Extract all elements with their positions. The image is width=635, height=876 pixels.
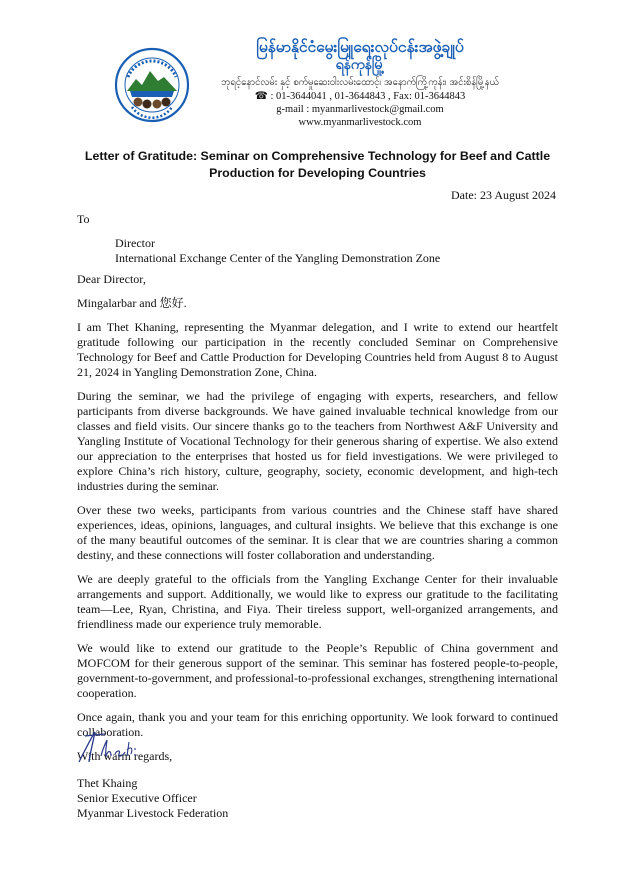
federation-seal-icon [114,47,190,123]
salutation: Dear Director, [77,272,146,286]
to-label: To [77,212,90,226]
paragraph: We are deeply grateful to the officials from the Yangling Exchange Center for their invaluable arrangements and support. Additionally, we would like to express our gratitude to the facilitating team—Lee, Ryan, Christina, and Fiya. Their tireless support, well-organized arrangements, and friendliness made our experience truly memorable. [77,572,558,631]
greeting: Mingalarbar and 您好. [77,296,187,310]
paragraph: Over these two weeks, participants from various countries and the Chinese staff have shared experiences, ideas, opinions, languages, and cultural insights. We believe that this exchange is one of the many beautiful outcomes of the seminar. It is clear that we are countries sharing a common destiny, and these connections will foster collaboration and understanding. [77,503,558,562]
paragraph: Once again, thank you and your team for this enriching opportunity. We look forward to continued collaboration. [77,710,558,739]
org-address: ဘုရင့်နောင်လမ်း နှင့် စက်မှုဆေးဝါးလမ်းထောင့်၊ အနောက်ကြို့ကုန်း၊ အင်းစိန်မြို့နယ် [221,77,499,88]
signer-title: Senior Executive Officer [77,791,197,805]
closing: With warm regards, [77,749,173,763]
letterhead [195,38,525,129]
org-website: www.myanmarlivestock.com [298,117,422,128]
paragraph: During the seminar, we had the privilege of engaging with experts, researchers, and fellow participants from diverse backgrounds. We have gained invaluable technical knowledge from our classes and field visits. Our sincere thanks go to the teachers from Northwest A&F University and Yangling Institute of Vocational Technology for their generous sharing of expertise. We also extend our appreciation to the enterprises that hosted us for field investigations. We were privileged to explore China’s rich history, culture, geography, society, economic development, and high-tech industries during the seminar. [77,389,558,493]
recipient-block [115,236,440,266]
letter-date: Date: 23 August 2024 [451,188,556,202]
recipient-org: International Exchange Center of the Yangling Demonstration Zone [115,251,441,265]
letter-title: Letter of Gratitude: Seminar on Comprehensive Technology for Beef and Cattle Production for Developing Countries [84,149,551,180]
signer-name: Thet Khaing [77,776,138,790]
paragraph: We would like to extend our gratitude to the People’s Republic of China government and MOFCOM for their generous support of the seminar. This seminar has fostered people-to-people, government-to-government, and professional-to-professional exchanges, strengthening international cooperation. [77,641,558,700]
org-name: မြန်မာနိုင်ငံမွေးမြူရေးလုပ်ငန်းအဖွဲ့ချုပ် [256,38,464,56]
recipient-title: Director [115,236,155,250]
handwritten-signature-icon [75,728,145,766]
signer-org: Myanmar Livestock Federation [77,806,229,820]
org-phone-fax: ☎ : 01-3644041 , 01-3644843 , Fax: 01-3644843 [254,91,466,102]
letter-body [77,272,558,773]
signature-block [77,776,228,821]
org-email: g-mail : myanmarlivestock@gmail.com [276,104,444,115]
paragraph: I am Thet Khaning, representing the Myanmar delegation, and I write to extend our heartfelt gratitude following our participation in the recently concluded Seminar on Comprehensive Technology for Beef and Cattle Production for Developing Countries held from August 8 to August 21, 2024 in Yangling Demonstration Zone, China. [77,320,558,379]
org-city: ရန်ကုန်မြို့ [335,57,385,73]
